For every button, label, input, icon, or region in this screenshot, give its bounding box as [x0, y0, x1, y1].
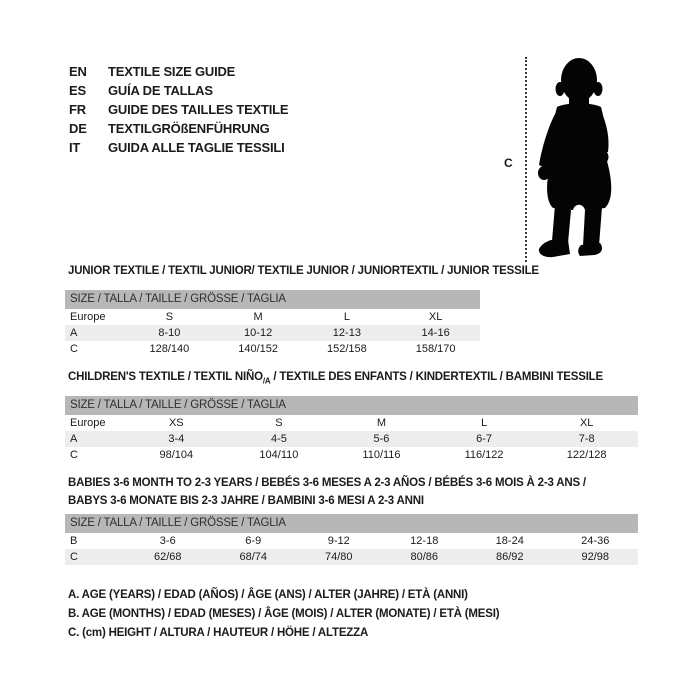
size-cell: 24-36	[581, 535, 610, 547]
size-cell: XL	[428, 311, 443, 323]
size-cell: 92/98	[581, 551, 610, 563]
size-cell: 152/158	[326, 343, 367, 355]
table-row	[65, 309, 480, 325]
size-cell: L	[481, 417, 488, 429]
row-label: A	[70, 433, 78, 445]
size-cell: 140/152	[238, 343, 278, 355]
table-title-line2: BABYS 3-6 MONATE BIS 2-3 JAHRE / BAMBINI 3-6 MESI A 2-3 ANNI	[68, 495, 424, 507]
table-rows	[65, 533, 638, 565]
size-cell: L	[343, 311, 350, 323]
size-cell: 6-9	[245, 535, 262, 547]
table-title-text: CHILDREN'S TEXTILE / TEXTIL NIÑO	[68, 371, 263, 383]
row-label: C	[70, 343, 78, 355]
size-cell: 5-6	[373, 433, 390, 445]
row-label: A	[70, 327, 78, 339]
size-cell: XL	[579, 417, 594, 429]
language-code: FR	[69, 102, 86, 117]
size-cell: S	[165, 311, 174, 323]
language-code: IT	[69, 140, 81, 155]
table-title: JUNIOR TEXTILE / TEXTIL JUNIOR/ TEXTILE JUNIOR / JUNIORTEXTIL / JUNIOR TESSILE	[68, 265, 539, 277]
size-cell: 7-8	[578, 433, 595, 445]
size-cell: 128/140	[149, 343, 190, 355]
row-label: B	[70, 535, 78, 547]
language-row-de	[69, 119, 288, 138]
size-cell: S	[275, 417, 283, 429]
language-label: GUIDE DES TAILLES TEXTILE	[108, 102, 289, 117]
size-cell: 158/170	[415, 343, 456, 355]
language-row-fr	[69, 100, 288, 119]
language-label: TEXTILGRÖßENFÜHRUNG	[108, 121, 270, 136]
size-cell: 18-24	[495, 535, 524, 547]
size-header-band: SIZE / TALLA / TAILLE / GRÖSSE / TAGLIA	[65, 514, 638, 533]
language-label: TEXTILE SIZE GUIDE	[108, 64, 236, 79]
size-header-band: SIZE / TALLA / TAILLE / GRÖSSE / TAGLIA	[65, 290, 480, 309]
row-label: Europe	[70, 311, 106, 323]
size-cell: 98/104	[159, 449, 194, 461]
language-code: DE	[69, 121, 87, 136]
size-cell: 110/116	[362, 449, 401, 461]
size-cell: 122/128	[566, 449, 607, 461]
table-row	[65, 431, 638, 447]
height-dashed-line	[525, 57, 527, 262]
footnotes	[68, 586, 499, 643]
size-cell: 6-7	[476, 433, 493, 445]
table-row	[65, 415, 638, 431]
language-row-en	[69, 62, 288, 81]
size-cell: XS	[168, 417, 184, 429]
size-cell: 3-4	[168, 433, 185, 445]
size-cell: 74/80	[324, 551, 353, 563]
size-cell: 8-10	[158, 327, 181, 339]
size-cell: 80/86	[410, 551, 439, 563]
table-title	[68, 370, 603, 388]
table-row	[65, 549, 638, 565]
table-row	[65, 341, 480, 357]
table-title-text: / TEXTILE DES ENFANTS / KINDERTEXTIL / BAMBINI TESSILE	[270, 371, 603, 383]
size-cell: 68/74	[239, 551, 268, 563]
size-cell: 116/122	[464, 449, 504, 461]
note-c: C. (cm) HEIGHT / ALTURA / HAUTEUR / HÖHE / ALTEZZA	[68, 627, 369, 639]
table-row	[65, 533, 638, 549]
language-row-it	[69, 138, 288, 157]
row-label: C	[70, 449, 78, 461]
size-cell: 104/110	[259, 449, 299, 461]
language-label: GUIDA ALLE TAGLIE TESSILI	[108, 140, 285, 155]
language-code: EN	[69, 64, 87, 79]
size-cell: 12-18	[410, 535, 439, 547]
size-cell: 9-12	[327, 535, 350, 547]
size-cell: 12-13	[332, 327, 361, 339]
row-label: Europe	[70, 417, 106, 429]
height-label: C	[504, 156, 513, 170]
language-code: ES	[69, 83, 86, 98]
size-cell: 62/68	[153, 551, 182, 563]
table-row	[65, 325, 480, 341]
size-cell: 4-5	[270, 433, 287, 445]
size-cell: 86/92	[495, 551, 524, 563]
size-cell: 14-16	[421, 327, 450, 339]
language-row-es	[69, 81, 288, 100]
size-cell: 10-12	[244, 327, 273, 339]
note-a: A. AGE (YEARS) / EDAD (AÑOS) / ÂGE (ANS) / ALTER (JAHRE) / ETÀ (ANNI)	[68, 589, 468, 601]
size-cell: M	[253, 311, 263, 323]
table-title-line1: BABIES 3-6 MONTH TO 2-3 YEARS / BEBÉS 3-6 MESES A 2-3 AÑOS / BÉBÉS 3-6 MOIS À 2-3 ANS /	[68, 477, 586, 489]
table-title-subscript: /A	[262, 376, 271, 386]
language-list	[69, 62, 288, 157]
language-label: GUÍA DE TALLAS	[108, 83, 213, 98]
table-rows	[65, 309, 480, 357]
table-row	[65, 447, 638, 463]
table-rows	[65, 415, 638, 463]
size-cell: M	[376, 417, 387, 429]
note-b: B. AGE (MONTHS) / EDAD (MESES) / ÂGE (MOIS) / ALTER (MONATE) / ETÀ (MESI)	[68, 608, 500, 620]
row-label: C	[70, 551, 78, 563]
size-cell: 3-6	[159, 535, 176, 547]
baby-silhouette-icon	[533, 55, 625, 261]
size-header-band: SIZE / TALLA / TAILLE / GRÖSSE / TAGLIA	[65, 396, 638, 415]
